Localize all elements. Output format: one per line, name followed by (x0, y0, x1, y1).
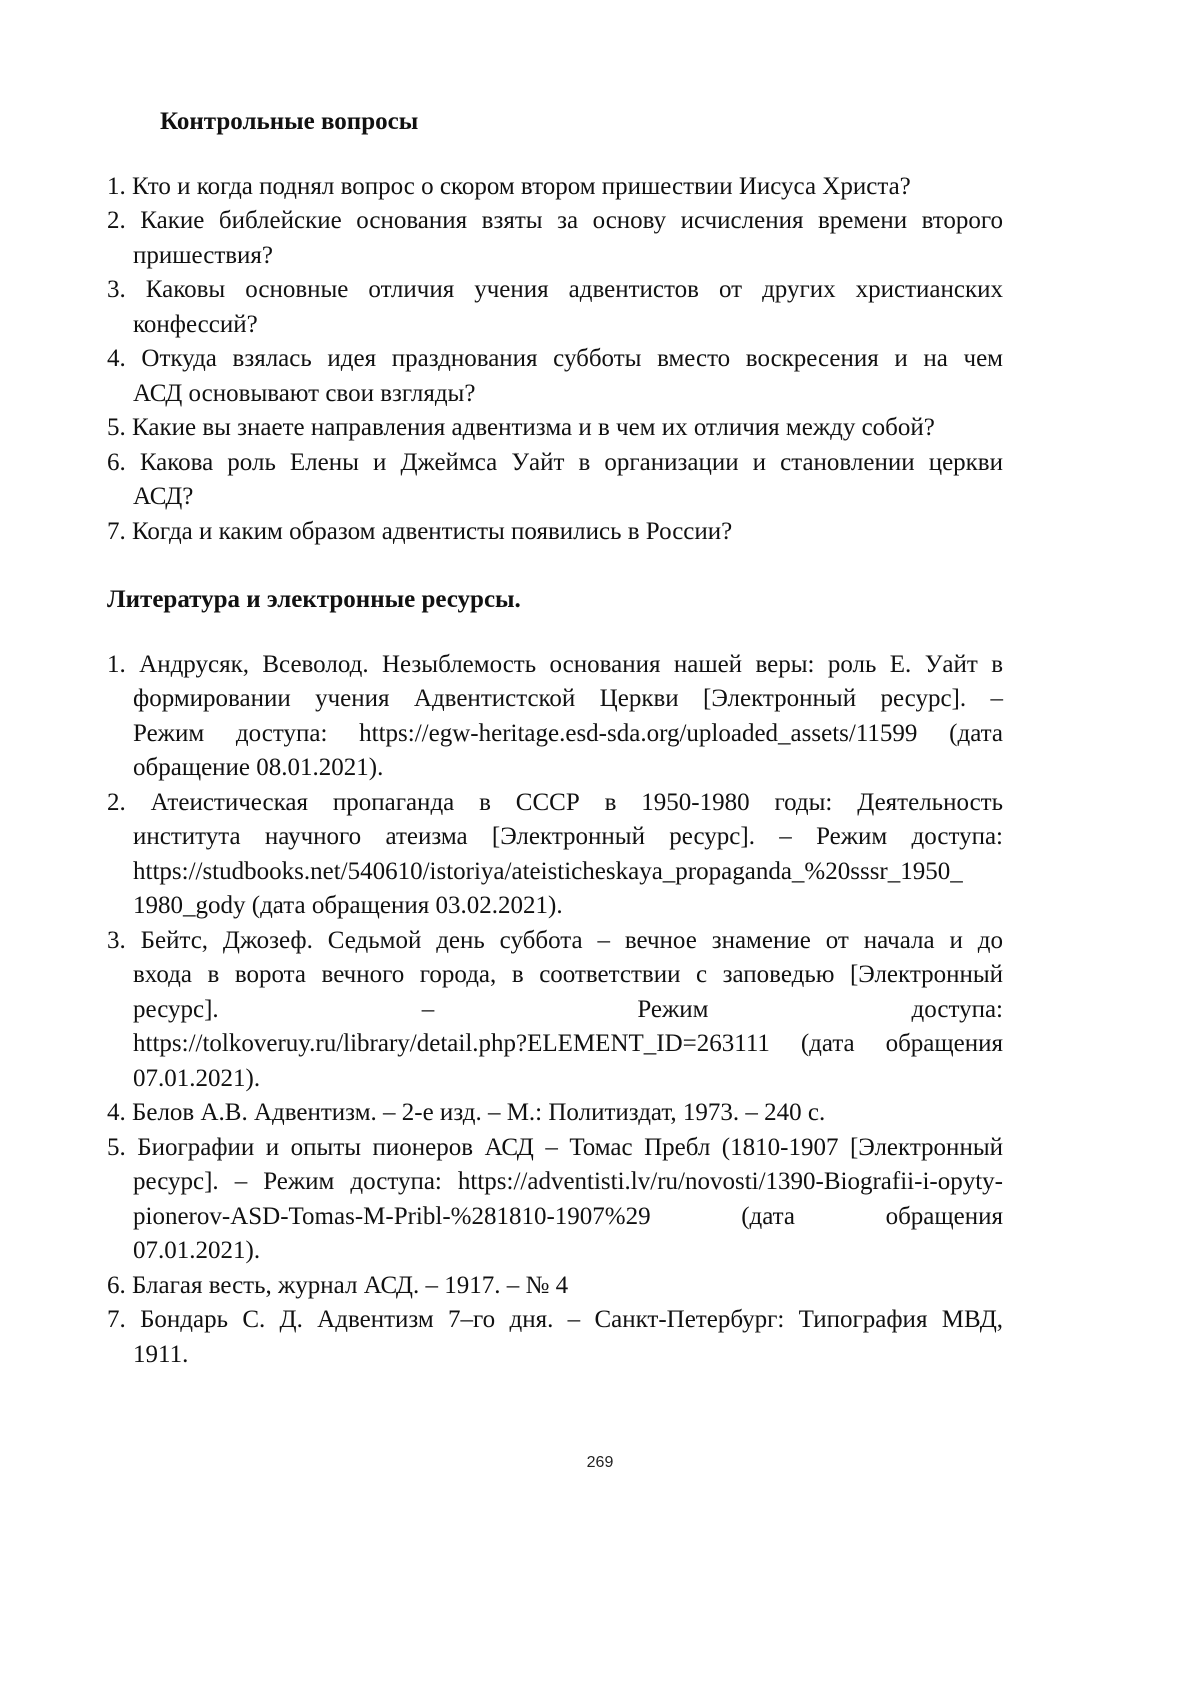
question-item (107, 446, 1003, 515)
reference-item (107, 1096, 1003, 1131)
text-line (107, 751, 1003, 786)
page-content (107, 105, 1003, 1372)
text-line (107, 1269, 1003, 1304)
text-line (107, 273, 1003, 308)
text-line (107, 411, 1003, 446)
text-line (107, 717, 1003, 752)
text-line (107, 889, 1003, 924)
question-item (107, 411, 1003, 446)
text-line (107, 515, 1003, 550)
item-text: pionerov-ASD-Tomas-M-Pribl-%281810-1907%29 (дата обращения (133, 1203, 1003, 1230)
item-text: https://tolkoveruy.ru/library/detail.php?ELEMENT_ID=263111 (дата обращения (133, 1030, 1003, 1057)
question-item (107, 342, 1003, 411)
item-text: пришествия? (133, 242, 273, 269)
item-text: конфессий? (133, 311, 258, 338)
item-number: 3. (107, 276, 126, 303)
item-number: 7. (107, 518, 126, 545)
item-text: Когда и каким образом адвентисты появились в России? (132, 518, 732, 545)
text-line (107, 1234, 1003, 1269)
item-text: Бондарь С. Д. Адвентизм 7–го дня. – Санкт-Петербург: Типография МВД, (140, 1306, 1003, 1333)
text-line (107, 1303, 1003, 1338)
item-text: ресурс]. – Режим доступа: (133, 996, 1003, 1023)
item-number: 1. (107, 651, 126, 678)
question-item (107, 170, 1003, 205)
reference-item (107, 1303, 1003, 1372)
page-number: 269 (0, 1454, 1200, 1472)
text-line (107, 924, 1003, 959)
text-line (107, 648, 1003, 683)
item-text: института научного атеизма [Электронный ресурс]. – Режим доступа: (133, 823, 1003, 850)
item-text: https://studbooks.net/540610/istoriya/ateisticheskaya_propaganda_%20sssr_1950_ (133, 858, 963, 885)
text-line (107, 204, 1003, 239)
item-number: 1. (107, 173, 126, 200)
literature-heading: Литература и электронные ресурсы. (107, 583, 1003, 618)
text-line (107, 377, 1003, 412)
item-number: 4. (107, 1099, 126, 1126)
item-text: Какие вы знаете направления адвентизма и в чем их отличия между собой? (132, 414, 935, 441)
text-line (107, 1131, 1003, 1166)
item-text: ресурс]. – Режим доступа: https://adventisti.lv/ru/novosti/1390-Biografii-i-opyty- (133, 1168, 1003, 1195)
item-text: Атеистическая пропаганда в СССР в 1950-1980 годы: Деятельность (151, 789, 1003, 816)
text-line (107, 170, 1003, 205)
text-line (107, 1338, 1003, 1373)
item-text: Кто и когда поднял вопрос о скором втором пришествии Иисуса Христа? (132, 173, 911, 200)
item-text: 07.01.2021). (133, 1237, 260, 1264)
text-line (107, 820, 1003, 855)
text-line (107, 446, 1003, 481)
item-text: формировании учения Адвентистской Церкви [Электронный ресурс]. – (133, 685, 1003, 712)
question-item (107, 204, 1003, 273)
text-line (107, 1096, 1003, 1131)
item-text: Режим доступа: https://egw-heritage.esd-sda.org/uploaded_assets/11599 (дата (133, 720, 1003, 747)
text-line (107, 1165, 1003, 1200)
text-line (107, 239, 1003, 274)
item-text: Откуда взялась идея празднования субботы вместо воскресения и на чем (141, 345, 1003, 372)
item-text: Белов А.В. Адвентизм. – 2-е изд. – М.: Политиздат, 1973. – 240 с. (132, 1099, 825, 1126)
item-number: 4. (107, 345, 126, 372)
item-number: 2. (107, 789, 126, 816)
item-text: АСД основывают свои взгляды? (133, 380, 475, 407)
item-text: Какие библейские основания взяты за основу исчисления времени второго (140, 207, 1003, 234)
references-list (107, 648, 1003, 1373)
reference-item (107, 786, 1003, 924)
item-number: 5. (107, 414, 126, 441)
item-text: 1911. (133, 1341, 188, 1368)
reference-item (107, 1269, 1003, 1304)
item-number: 2. (107, 207, 126, 234)
item-text: Какова роль Елены и Джеймса Уайт в организации и становлении церкви (140, 449, 1003, 476)
text-line (107, 682, 1003, 717)
text-line (107, 1200, 1003, 1235)
item-text: входа в ворота вечного города, в соответствии с заповедью [Электронный (133, 961, 1003, 988)
item-text: 07.01.2021). (133, 1065, 260, 1092)
text-line (107, 855, 1003, 890)
item-number: 3. (107, 927, 126, 954)
reference-item (107, 1131, 1003, 1269)
text-line (107, 958, 1003, 993)
reference-item (107, 648, 1003, 786)
text-line (107, 993, 1003, 1028)
item-text: Биографии и опыты пионеров АСД – Томас Пребл (1810-1907 [Электронный (137, 1134, 1003, 1161)
questions-list (107, 170, 1003, 550)
question-item (107, 273, 1003, 342)
item-text: АСД? (133, 483, 193, 510)
item-text: обращение 08.01.2021). (133, 754, 383, 781)
item-text: Благая весть, журнал АСД. – 1917. – № 4 (132, 1272, 568, 1299)
item-number: 7. (107, 1306, 126, 1333)
item-text: Каковы основные отличия учения адвентистов от других христианских (146, 276, 1003, 303)
text-line (107, 1062, 1003, 1097)
item-text: 1980_gody (дата обращения 03.02.2021). (133, 892, 563, 919)
questions-heading: Контрольные вопросы (107, 105, 1003, 140)
text-line (107, 1027, 1003, 1062)
item-number: 6. (107, 1272, 126, 1299)
reference-item (107, 924, 1003, 1097)
text-line (107, 342, 1003, 377)
text-line (107, 786, 1003, 821)
item-text: Бейтс, Джозеф. Седьмой день суббота – вечное знамение от начала и до (141, 927, 1003, 954)
text-line (107, 480, 1003, 515)
item-number: 6. (107, 449, 126, 476)
text-line (107, 308, 1003, 343)
item-text: Андрусяк, Всеволод. Незыблемость основания нашей веры: роль Е. Уайт в (139, 651, 1003, 678)
item-number: 5. (107, 1134, 126, 1161)
question-item (107, 515, 1003, 550)
